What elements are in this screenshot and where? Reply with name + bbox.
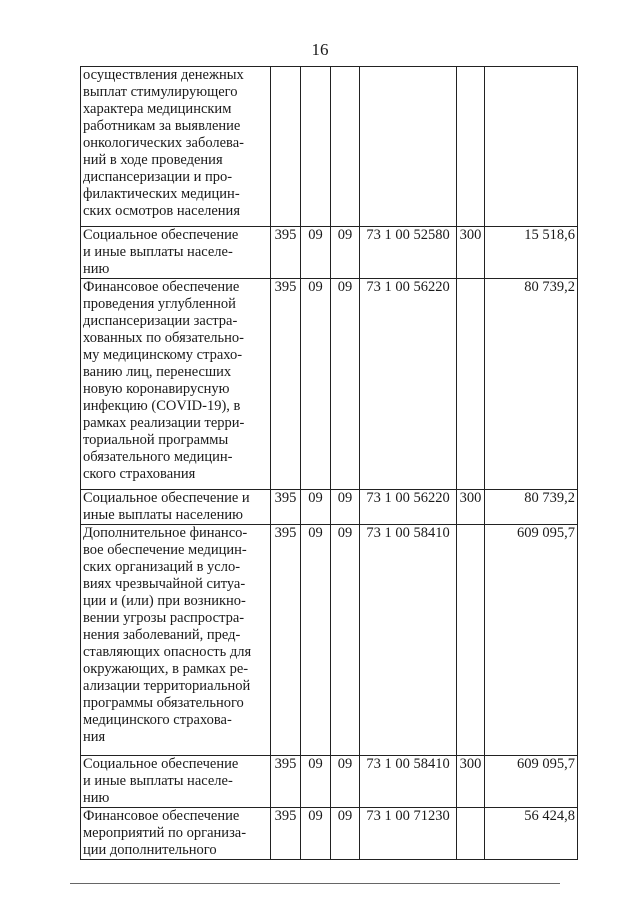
amount-cell: 609 095,7 (485, 525, 578, 756)
subsection-code-cell: 09 (331, 279, 360, 490)
table-row (81, 525, 578, 756)
target-article-cell: 73 1 00 58410 (360, 525, 457, 756)
expense-type-cell: 300 (457, 756, 485, 808)
target-article-cell: 73 1 00 52580 (360, 227, 457, 279)
table-row (81, 67, 578, 227)
ministry-code-cell (271, 67, 301, 227)
amount-cell: 56 424,8 (485, 808, 578, 860)
subsection-code-cell: 09 (331, 490, 360, 525)
table-row (81, 490, 578, 525)
expense-type-cell: 300 (457, 490, 485, 525)
amount-cell: 15 518,6 (485, 227, 578, 279)
ministry-code-cell: 395 (271, 808, 301, 860)
ministry-code-cell: 395 (271, 525, 301, 756)
amount-cell: 80 739,2 (485, 279, 578, 490)
expense-type-cell (457, 279, 485, 490)
row-name-cell: Социальное обеспечение и иные выплаты населению (81, 490, 271, 525)
row-name-cell: осуществления денежных выплат стимулирующего характера медицинским работникам за выявление онкологических заболева- ний в ходе проведения диспансеризации и про- филактических медицин- ских осмотров населения (81, 67, 271, 227)
section-code-cell (301, 67, 331, 227)
table-row (81, 808, 578, 860)
expense-type-cell (457, 67, 485, 227)
row-name-cell: Социальное обеспечение и иные выплаты населе- нию (81, 756, 271, 808)
section-code-cell: 09 (301, 525, 331, 756)
ministry-code-cell: 395 (271, 756, 301, 808)
amount-cell: 609 095,7 (485, 756, 578, 808)
row-name-cell: Дополнительное финансо- вое обеспечение медицин- ских организаций в усло- виях чрезвычайной ситуа- ции и (или) при возникно- вении угрозы распростра- нения заболеваний, пред- ставляющих опасность для окружающих, в рамках ре- ализации территориальной программы обязательного медицинского страхова- ния (81, 525, 271, 756)
section-code-cell: 09 (301, 279, 331, 490)
section-code-cell: 09 (301, 490, 331, 525)
budget-table-body (81, 67, 578, 860)
target-article-cell: 73 1 00 56220 (360, 279, 457, 490)
ministry-code-cell: 395 (271, 490, 301, 525)
target-article-cell (360, 67, 457, 227)
target-article-cell: 73 1 00 71230 (360, 808, 457, 860)
ministry-code-cell: 395 (271, 279, 301, 490)
expense-type-cell (457, 808, 485, 860)
expense-type-cell (457, 525, 485, 756)
expense-type-cell: 300 (457, 227, 485, 279)
budget-table (80, 66, 578, 860)
amount-cell: 80 739,2 (485, 490, 578, 525)
subsection-code-cell: 09 (331, 756, 360, 808)
amount-cell (485, 67, 578, 227)
section-code-cell: 09 (301, 756, 331, 808)
target-article-cell: 73 1 00 58410 (360, 756, 457, 808)
section-code-cell: 09 (301, 808, 331, 860)
subsection-code-cell (331, 67, 360, 227)
row-name-cell: Социальное обеспечение и иные выплаты населе- нию (81, 227, 271, 279)
ministry-code-cell: 395 (271, 227, 301, 279)
row-name-cell: Финансовое обеспечение мероприятий по организа- ции дополнительного (81, 808, 271, 860)
subsection-code-cell: 09 (331, 227, 360, 279)
subsection-code-cell: 09 (331, 808, 360, 860)
table-row (81, 227, 578, 279)
page-number: 16 (311, 40, 329, 59)
row-name-cell: Финансовое обеспечение проведения углубленной диспансеризации застра- хованных по обязательно- му медицинскому страхо- ванию лиц, перенесших новую коронавирусную инфекцию (COVID-19), в рамках реализации терри- ториальной программы обязательного медицин- ского страхования (81, 279, 271, 490)
table-row (81, 279, 578, 490)
subsection-code-cell: 09 (331, 525, 360, 756)
target-article-cell: 73 1 00 56220 (360, 490, 457, 525)
bottom-divider (70, 883, 560, 884)
table-row (81, 756, 578, 808)
section-code-cell: 09 (301, 227, 331, 279)
